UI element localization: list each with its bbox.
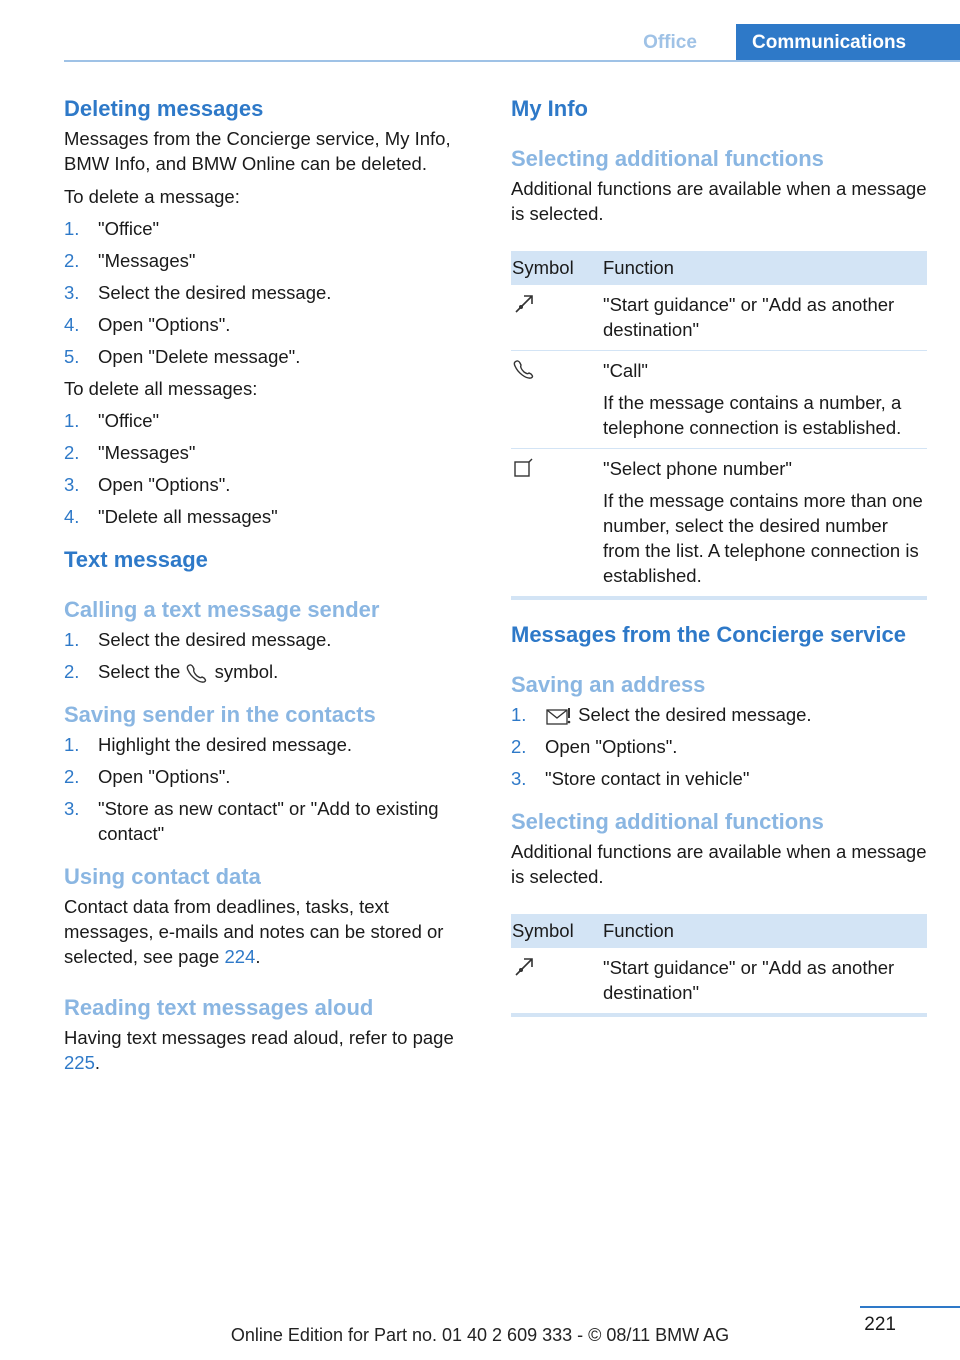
heading-additional-functions-1: Selecting additional functions: [511, 146, 824, 171]
list-item: 1. Select the desired message.: [511, 704, 812, 725]
table-row: [511, 351, 927, 449]
navigation-icon: [512, 955, 536, 979]
table-row: [511, 449, 927, 599]
page-number: 221: [864, 1314, 896, 1335]
delete-single-label: To delete a message:: [64, 186, 240, 207]
deleting-intro: Messages from the Concierge service, My Info, BMW Info, and BMW Online can be deleted.: [64, 128, 451, 174]
list-item: 3. "Store as new contact" or "Add to existing contact": [64, 798, 439, 844]
list-item: 1. Highlight the desired message.: [64, 734, 353, 755]
function-cell: "Start guidance" or "Add as another destination": [603, 948, 927, 1015]
list-item: 2. Open "Options".: [64, 766, 231, 787]
footer-edition: Online Edition for Part no. 01 40 2 609 333 - © 08/11 BMW AG: [230, 1325, 730, 1345]
header-rule: [64, 60, 960, 62]
contact-data-text: Contact data from deadlines, tasks, text messages, e-mails and notes can be stored or selected, see page 224.: [64, 896, 444, 967]
delete-all-steps: [64, 408, 476, 529]
heading-additional-functions-2: Selecting additional functions: [511, 809, 824, 834]
heading-text-message: Text message: [64, 547, 208, 572]
navigation-icon: [512, 292, 536, 316]
header-section-tab: Office: [643, 32, 697, 53]
list-item: 2. Open "Options".: [511, 736, 678, 757]
list-item: 4. "Delete all messages": [64, 506, 278, 527]
additional-functions-text-1: Additional functions are available when a message is selected.: [511, 178, 927, 224]
heading-saving-sender: Saving sender in the contacts: [64, 702, 376, 727]
delete-single-steps: [64, 216, 476, 369]
footer-rule: [860, 1306, 960, 1308]
table-row: [511, 948, 927, 1015]
reading-aloud-text: Having text messages read aloud, refer to page 225.: [64, 1027, 454, 1073]
heading-reading-aloud: Reading text messages aloud: [64, 995, 374, 1020]
list-item: 1. "Office": [64, 218, 160, 239]
right-column: [511, 92, 927, 1017]
calling-steps: [64, 627, 476, 684]
table-row: [511, 285, 927, 351]
list-item: 5. Open "Delete message".: [64, 346, 301, 367]
phone-icon: [512, 358, 538, 382]
list-item: 4. Open "Options".: [64, 314, 231, 335]
table-header-function: Function: [603, 251, 927, 285]
page-link-224[interactable]: 224: [224, 946, 256, 967]
heading-concierge: Messages from the Concierge service: [511, 622, 906, 647]
phone-icon: [185, 663, 209, 683]
function-cell: "Select phone number" If the message contains more than one number, select the desired number from the list. A telephone connection is established.: [603, 449, 927, 599]
table-header-symbol: Symbol: [511, 914, 603, 948]
list-item: 1. Select the desired message.: [64, 629, 332, 650]
function-cell: "Call" If the message contains a number, a telephone connection is established.: [603, 351, 927, 449]
functions-table-2: [511, 914, 927, 1017]
functions-table-1: [511, 251, 927, 600]
list-item: 3. "Store contact in vehicle": [511, 768, 750, 789]
list-item: 3. Select the desired message.: [64, 282, 332, 303]
list-item: 3. Open "Options".: [64, 474, 231, 495]
list-item: 2. "Messages": [64, 442, 196, 463]
additional-functions-text-2: Additional functions are available when a message is selected.: [511, 841, 927, 887]
table-header-function: Function: [603, 914, 927, 948]
envelope-icon: [545, 706, 573, 726]
page-link-225[interactable]: 225: [64, 1052, 95, 1073]
heading-calling-sender: Calling a text message sender: [64, 597, 380, 622]
header-chapter-tab: Communications: [736, 24, 960, 61]
list-item: 2. "Messages": [64, 250, 196, 271]
delete-all-label: To delete all messages:: [64, 378, 258, 399]
phone-list-icon: [512, 456, 536, 480]
left-column: [64, 92, 476, 1075]
heading-saving-address: Saving an address: [511, 672, 706, 697]
list-item: 1. "Office": [64, 410, 160, 431]
heading-deleting-messages: Deleting messages: [64, 96, 264, 121]
heading-my-info: My Info: [511, 96, 588, 121]
saving-sender-steps: [64, 732, 476, 846]
table-header-symbol: Symbol: [511, 251, 603, 285]
list-item: 2. Select the symbol.: [64, 661, 279, 682]
saving-address-steps: [511, 702, 927, 791]
heading-contact-data: Using contact data: [64, 864, 261, 889]
function-cell: "Start guidance" or "Add as another destination": [603, 285, 927, 351]
